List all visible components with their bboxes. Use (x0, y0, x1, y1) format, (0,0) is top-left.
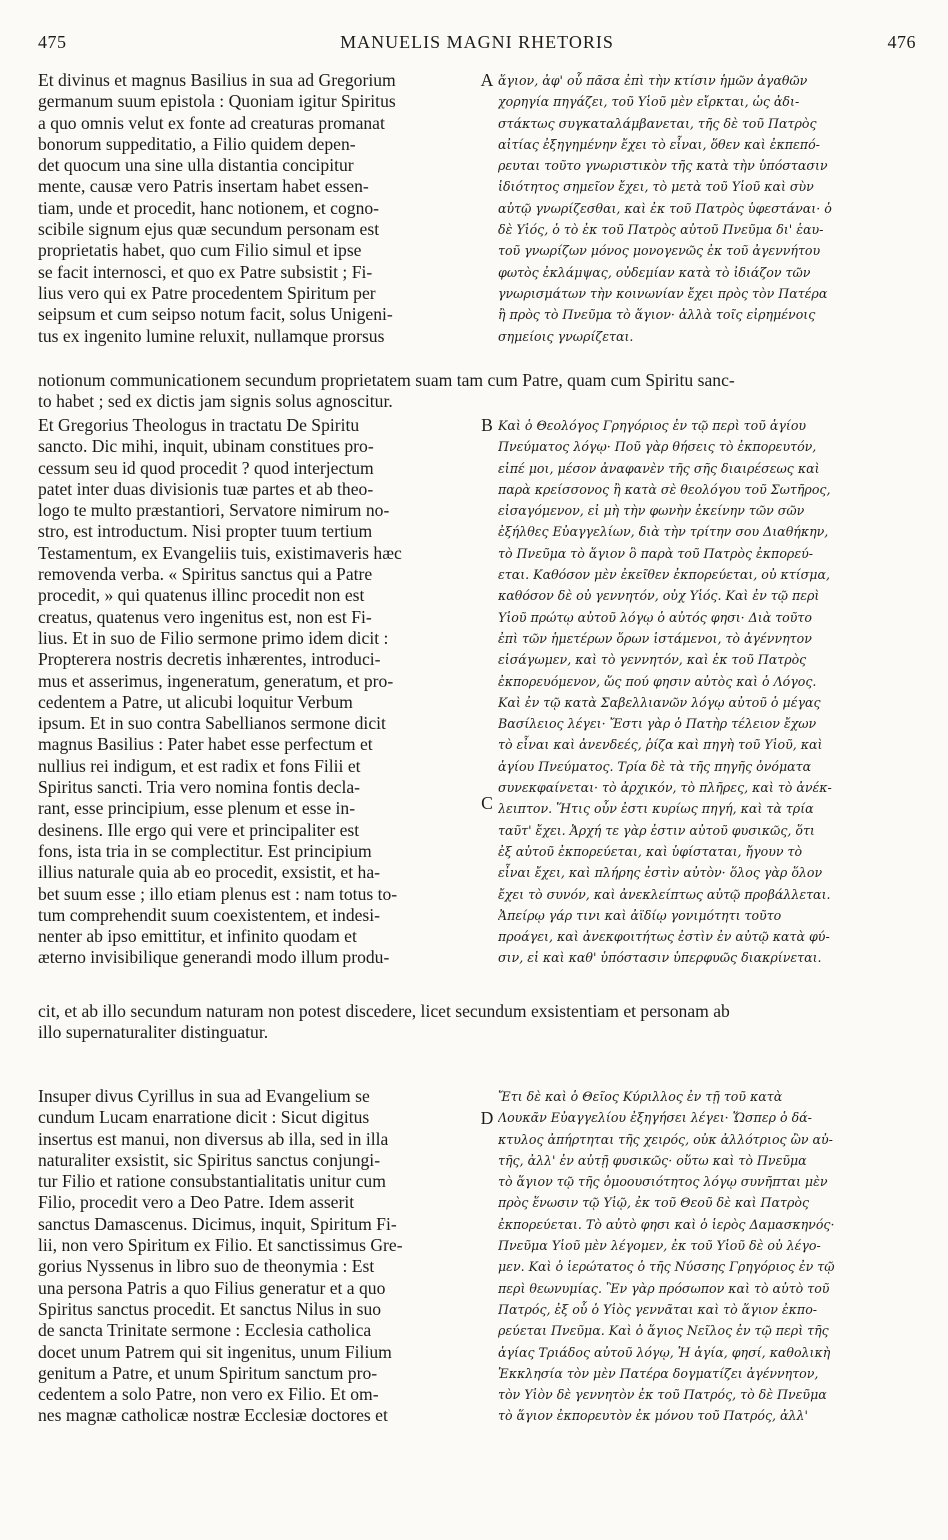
greek-text-line: ρεύεται Πνεῦμα. Καὶ ὁ ἅγιος Νεῖλος ἐν τῷ περὶ τῆς (498, 1323, 829, 1339)
latin-text-line: cit, et ab illo secundum naturam non potest discedere, licet secundum exsistentiam et personam ab (38, 1001, 730, 1021)
latin-continuation (38, 1001, 916, 1044)
latin-text-line: lii, non vero Spiritum ex Filio. Et sanctissimus Gre- (38, 1235, 403, 1256)
latin-text-line: det quocum una sine ulla distantia concipitur (38, 155, 354, 176)
latin-text-line: logo te multo præstantiori, Servatore nimirum no- (38, 500, 390, 521)
section-marker: B (481, 415, 493, 435)
greek-text-line: συνεκφαίνεται· τὸ ἀρχικόν, τὸ πλῆρες, καὶ τὸ ἀνέκ- (498, 780, 832, 796)
section-basilius (38, 70, 916, 446)
latin-text-line: insertus est manui, non diversus ab illa, sed in illa (38, 1128, 389, 1149)
greek-text-line: τὸ εἶναι καὶ ἀνενδεές, ῥίζα καὶ πηγὴ τοῦ Υἱοῦ, καὶ (498, 737, 823, 753)
latin-text-line: bonorum suppeditatio, a Filio quidem depen- (38, 133, 356, 154)
greek-column (498, 70, 916, 347)
latin-text-line: nes magnæ catholicæ nostræ Ecclesiæ doctores et (38, 1405, 388, 1426)
latin-text-line: germanum suum epistola : Quoniam igitur Spiritus (38, 91, 396, 112)
latin-column (38, 1086, 478, 1427)
greek-text-line: σιν, εἰ καὶ καθ' ὑπόστασιν ὑπερφυῶς διακρίνεται. (498, 950, 822, 966)
latin-text-line: magnus Basilius : Pater habet esse perfectum et (38, 734, 373, 755)
latin-text-line: cedentem a solo Patre, non vero ex Filio. Et om- (38, 1384, 379, 1405)
greek-text-line: πρὸς ἕνωσιν τῷ Υἱῷ, ἐκ τοῦ Θεοῦ δὲ καὶ Πατρὸς (498, 1195, 810, 1211)
section-marker: C (481, 793, 493, 813)
greek-text-line: τῆς, ἀλλ' ἐν αὐτῇ φυσικῶς· οὕτω καὶ τὸ Πνεῦμα (498, 1152, 807, 1168)
greek-text-line: Πατρός, ἐξ οὗ ὁ Υἱὸς γεννᾶται καὶ τὸ ἅγιον ἐκπο- (498, 1301, 818, 1317)
latin-text-line: creatus, quatenus vero ingenitus est, non est Fi- (38, 606, 372, 627)
greek-text-line: εἰσαγόμενον, εἰ μὴ τὴν φωνὴν ἐκείνην τῶν σῶν (498, 503, 805, 519)
latin-text-line: æterno invisibilique generandi modo illum produ- (38, 947, 390, 968)
greek-column (498, 415, 916, 969)
latin-text-line: lius. Et in suo de Filio sermone primo idem dicit : (38, 627, 389, 648)
greek-text-line: αὐτῷ γνωρίζεσθαι, καὶ ἐκ τοῦ Πατρὸς ὑφεστάναι· ὁ (498, 200, 832, 216)
latin-text-line: procedit, » qui quatenus illinc procedit non est (38, 585, 365, 606)
latin-text-line: lius vero qui ex Patre procedentem Spiritum per (38, 282, 376, 303)
page-number-left: 475 (38, 32, 67, 52)
latin-continuation (38, 370, 916, 413)
latin-text-line: removenda verba. « Spiritus sanctus qui a Patre (38, 564, 373, 585)
greek-text-line: Καὶ ὁ Θεολόγος Γρηγόριος ἐν τῷ περὶ τοῦ ἁγίου (498, 418, 807, 433)
latin-text-line: illo supernaturaliter distinguatur. (38, 1022, 269, 1043)
running-title: MANUELIS MAGNI RHETORIS (340, 32, 614, 52)
greek-text-line: ἢ πρὸς τὸ Πνεῦμα τὸ ἅγιον· ἀλλὰ τοῖς εἰρημένοις (498, 307, 816, 323)
latin-text-line: Propterera nostris decretis inhærentes, introduci- (38, 649, 381, 670)
greek-text-line: σημείοις γνωρίζεται. (498, 328, 634, 344)
latin-text-line: stro, est introductum. Nisi propter tuum tertium (38, 521, 373, 542)
latin-text-line: nullius rei indigum, et est radix et fons Filii et (38, 755, 361, 776)
latin-text-line: tum comprehendit suum coexistentem, et indesi- (38, 904, 381, 925)
latin-text-line: genitum a Patre, et unum Spiritum sanctum pro- (38, 1362, 378, 1383)
greek-text-line: παρὰ κρείσσονος ἢ κατὰ σὲ θεολόγου τοῦ Σωτῆρος, (498, 481, 831, 497)
greek-text-line: δὲ Υἱός, ὁ τὸ ἐκ τοῦ Πατρὸς αὐτοῦ Πνεῦμα δι' ἑαυ- (498, 222, 824, 238)
latin-text-line: to habet ; sed ex dictis jam signis solus agnoscitur. (38, 391, 393, 412)
latin-text-line: notionum communicationem secundum proprietatem suam tam cum Patre, quam cum Spiritu sanc- (38, 370, 735, 390)
greek-text-line: εἰσάγωμεν, καὶ τὸ γεννητόν, καὶ ἐκ τοῦ Πατρὸς (498, 652, 807, 668)
greek-text-line: τοῦ γνωρίζων μόνος μονογενῶς ἐκ τοῦ ἀγεννήτου (498, 243, 821, 259)
greek-text-line: χορηγία πηγάζει, τοῦ Υἱοῦ μὲν εἴρκται, ὡς ἀδι- (498, 94, 800, 110)
latin-text-line: patet inter duas divisionis tuæ partes et ab theo- (38, 478, 374, 499)
greek-text-line: ἐκπορεύεται. Τὸ αὐτὸ φησι καὶ ὁ ἱερὸς Δαμασκηνός· (498, 1216, 835, 1232)
greek-text-line: Πνεύματος λόγῳ· Ποῦ γὰρ θήσεις τὸ ἐκπορευτόν, (498, 439, 817, 455)
latin-column (38, 415, 478, 969)
latin-text-line: sanctus Damascenus. Dicimus, inquit, Spiritum Fi- (38, 1213, 397, 1234)
greek-text-line: τὸν Υἱὸν δὲ γεννητὸν ἐκ τοῦ Πατρός, τὸ δὲ Πνεῦμα (498, 1387, 827, 1403)
greek-text-line: ἐκπορευόμενον, ὥς πού φησιν αὐτὸς καὶ ὁ Λόγος. (498, 673, 817, 689)
greek-column (498, 1086, 916, 1427)
greek-text-line: Ἐκκλησία τὸν μὲν Πατέρα δογματίζει ἀγέννητον, (498, 1365, 819, 1381)
greek-text-line: ἰδιότητος σημεῖον ἔχει, τὸ μετὰ τοῦ Υἱοῦ καὶ σὺν (498, 179, 814, 195)
latin-text-line: naturaliter exsistit, sic Spiritus sanctus conjungi- (38, 1149, 381, 1170)
greek-text-line: ἔχει τὸ συνόν, καὶ ἀνεκλείπτως αὐτῷ προβάλλεται. (498, 886, 831, 902)
greek-text-line: προάγει, καὶ ἀνεκφοιτήτως ἐστὶν ἐν αὐτῷ κατὰ φύ- (498, 929, 830, 945)
greek-text-line: καθόσον δὲ οὐ γεννητόν, οὐχ Υἱός. Καὶ ἐν τῷ περὶ (498, 588, 820, 604)
latin-text-line: Et Gregorius Theologus in tractatu De Spiritu (38, 415, 360, 435)
greek-text-line: μεν. Καὶ ὁ ἱερώτατος ὁ τῆς Νύσσης Γρηγόριος ἐν τῷ (498, 1259, 835, 1275)
latin-text-line: tur Filio et ratione consubstantialitatis unitur cum (38, 1171, 386, 1192)
latin-text-line: Testamentum, ex Evangeliis tuis, existimaveris hæc (38, 542, 402, 563)
greek-text-line: εἶναι ἔχει, καὶ πλήρης ἐστὶν αὐτὸν· ὅλος γὰρ ὅλον (498, 865, 823, 881)
latin-text-line: mus et asserimus, ingeneratum, generatum, et pro- (38, 670, 394, 691)
greek-text-line: ρευται τοῦτο γνωριστικὸν τῆς κατὰ τὴν ὑπόστασιν (498, 158, 828, 174)
latin-text-line: proprietatis habet, quo cum Filio simul et ipse (38, 240, 362, 261)
latin-text-line: illius naturale quia ab eo procedit, exsistit, et ha- (38, 862, 380, 883)
latin-text-line: ipsum. Et in suo contra Sabellianos sermone dicit (38, 713, 386, 734)
greek-text-line: ἁγίου Πνεύματος. Τρία δὲ τὰ τῆς πηγῆς ὀνόματα (498, 758, 812, 774)
greek-text-line: ἅγιον, ἀφ' οὗ πᾶσα ἐπὶ τὴν κτίσιν ἡμῶν ἀγαθῶν (498, 73, 808, 88)
section-marker: A (480, 70, 494, 90)
latin-text-line: Filio, procedit vero a Deo Patre. Idem asserit (38, 1192, 355, 1213)
greek-text-line: Υἱοῦ πρώτῳ αὐτοῦ λόγῳ ὁ αὐτός φησι· Διὰ τοῦτο (498, 609, 812, 625)
greek-text-line: Ἀπείρῳ γάρ τινι καὶ ἀϊδίῳ γονιμότητι τοῦτο (498, 907, 782, 923)
latin-text-line: Spiritus sanctus procedit. Et sanctus Nilus in suo (38, 1298, 382, 1319)
latin-text-line: sancto. Dic mihi, inquit, ubinam constitues pro- (38, 436, 374, 457)
greek-text-line: ἐπὶ τῶν ἡμετέρων ὅρων ἱστάμενοι, τὸ ἀγέννητον (498, 630, 812, 646)
latin-text-line: una persona Patris a quo Filius generatur et a quo (38, 1277, 386, 1298)
greek-text-line: τὸ ἅγιον ἐκπορευτὸν ἐκ μόνου τοῦ Πατρός, ἀλλ' (498, 1408, 808, 1424)
running-header (38, 32, 916, 58)
greek-text-line: στάκτως συγκαταλάμβανεται, τῆς δὲ τοῦ Πατρὸς (498, 115, 817, 131)
latin-text-line: seipsum et cum seipso notum facit, solus Unigeni- (38, 304, 393, 325)
latin-text-line: mente, causæ vero Patris insertam habet essen- (38, 176, 369, 197)
greek-text-line: εἰπέ μοι, μέσον ἀναφανὲν τῆς σῆς διαιρέσεως καὶ (498, 460, 820, 476)
greek-text-line: Βασίλειος λέγει· Ἔστι γὰρ ὁ Πατὴρ τέλειον ἔχων (498, 716, 817, 732)
greek-text-line: Καὶ ἐν τῷ κατὰ Σαβελλιανῶν λόγῳ αὐτοῦ ὁ μέγας (498, 694, 821, 710)
greek-text-line: εται. Καθόσον μὲν ἐκεῖθεν ἐκπορεύεται, οὐ κτίσμα, (498, 567, 830, 583)
latin-text-line: cedentem a Patre, ut alicubi loquitur Verbum (38, 691, 353, 712)
latin-text-line: Et divinus et magnus Basilius in sua ad Gregorium (38, 70, 396, 90)
latin-text-line: a quo omnis velut ex fonte ad creaturas promanat (38, 112, 385, 133)
latin-text-line: bet suum esse ; illo etiam plenus est : nam totus to- (38, 883, 398, 904)
section-cyrillus (38, 1086, 916, 1446)
greek-text-line: τὸ Πνεῦμα τὸ ἅγιον ὃ παρὰ τοῦ Πατρὸς ἐκπορεύ- (498, 545, 813, 561)
greek-text-line: Λουκᾶν Εὐαγγελίου ἐξηγήσει λέγει· Ὥσπερ ὁ δά- (498, 1110, 812, 1126)
latin-column (38, 70, 478, 347)
greek-text-line: ταῦτ' ἔχει. Ἀρχή τε γὰρ ἐστιν αὐτοῦ φυσικῶς, ὅτι (498, 822, 815, 838)
latin-text-line: desinens. Ille ergo qui vere et principaliter est (38, 819, 360, 840)
latin-text-line: se facit internosci, et quo ex Patre subsistit ; Fi- (38, 261, 373, 282)
greek-text-line: φωτὸς ἐκλάμψας, οὐδεμίαν κατὰ τὸ ἰδιάζον τῶν (498, 264, 811, 280)
latin-text-line: scibile signum ejus quæ secundum personam est (38, 219, 380, 240)
section-marker: D (480, 1108, 494, 1128)
greek-text-line: γνωρισμάτων τὴν κοινωνίαν ἔχει πρὸς τὸν Πατέρα (498, 285, 828, 301)
greek-text-line: ἐξ αὐτοῦ ἐκπορεύεται, καὶ ὑφίσταται, ἤγουν τὸ (498, 843, 803, 859)
latin-text-line: cundum Lucam enarratione dicit : Sicut digitus (38, 1107, 370, 1128)
greek-text-line: τὸ ἅγιον τῷ τῆς ὁμοουσιότητος λόγῳ συνῆπται μὲν (498, 1174, 828, 1190)
greek-text-line: λειπτον. Ἥτις οὖν ἐστι κυρίως πηγή, καὶ τὰ τρία (498, 801, 814, 817)
latin-text-line: rant, esse principium, esse plenum et esse in- (38, 798, 356, 819)
latin-text-line: tiam, unde et procedit, hanc notionem, et cogno- (38, 197, 380, 218)
latin-text-line: docet unum Patrem qui sit ingenitus, unum Filium (38, 1341, 392, 1362)
greek-text-line: ἁγίας Τριάδος αὐτοῦ λόγῳ, Ἡ ἁγία, φησί, καθολικὴ (498, 1344, 831, 1360)
greek-text-line: αἰτίας ἐξηγημένην ἔχει τὸ εἶναι, ὅθεν καὶ ἐκπεπό- (498, 136, 820, 152)
latin-text-line: Spiritus sancti. Tria vero nomina fontis decla- (38, 777, 361, 798)
latin-text-line: fons, ista tria in se complectitur. Est principium (38, 840, 372, 861)
greek-text-line: κτυλος ἀπήρτηται τῆς χειρός, οὐκ ἀλλότριος ὢν αὐ- (498, 1131, 833, 1147)
latin-text-line: cessum seu id quod procedit ? quod interjectum (38, 457, 374, 478)
latin-text-line: nenter ab ipso emittitur, et infinito quodam et (38, 926, 357, 947)
latin-text-line: gorius Nyssenus in libro suo de theonymia : Est (38, 1256, 375, 1277)
latin-text-line: Insuper divus Cyrillus in sua ad Evangelium se (38, 1086, 370, 1106)
greek-text-line: Πνεῦμα Υἱοῦ μὲν λέγομεν, ἐκ τοῦ Υἱοῦ δὲ οὐ λέγο- (498, 1238, 821, 1254)
greek-text-line: Ἔτι δὲ καὶ ὁ Θεῖος Κύριλλος ἐν τῇ τοῦ κατὰ (498, 1089, 783, 1104)
page-number-right: 476 (887, 32, 916, 52)
section-gregorius-theologus (38, 415, 916, 1055)
greek-text-line: περὶ θεωνυμίας. Ἓν γὰρ πρόσωπον καὶ τὸ αὐτὸ τοῦ (498, 1280, 830, 1296)
latin-text-line: de sancta Trinitate sermone : Ecclesia catholica (38, 1320, 372, 1341)
greek-text-line: ἐξήλθες Εὐαγγελίων, διὰ τὴν τρίτην σου Διαθήκην, (498, 524, 829, 540)
latin-text-line: tus ex ingenito lumine reluxit, nullamque prorsus (38, 325, 385, 346)
